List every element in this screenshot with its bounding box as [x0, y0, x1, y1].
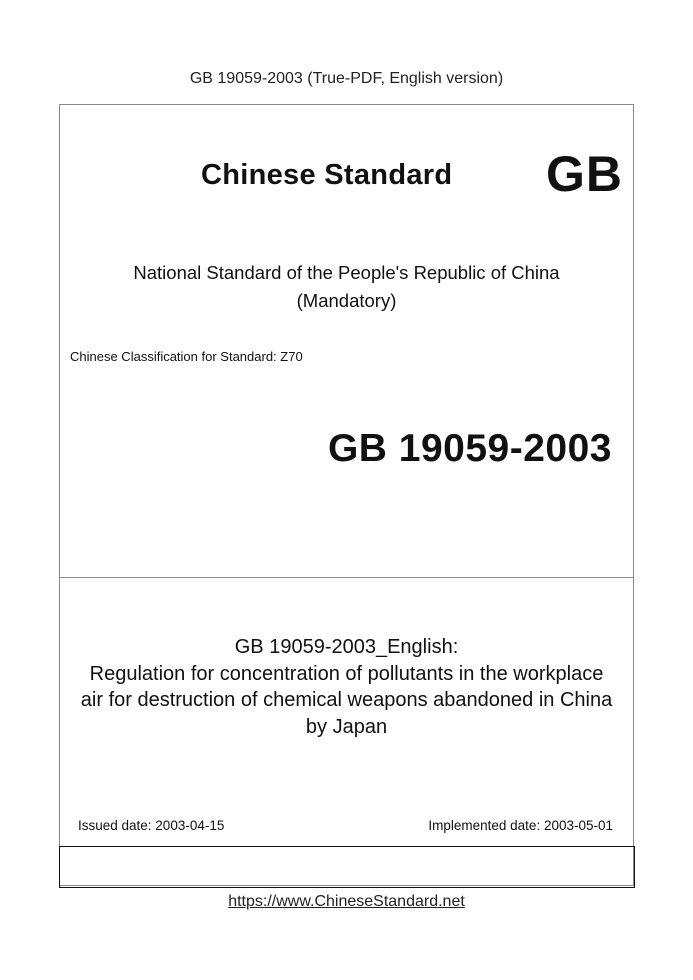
- mandatory-line: (Mandatory): [296, 290, 397, 311]
- chinese-standard-heading: Chinese Standard: [201, 159, 453, 191]
- implemented-date: Implemented date: 2003-05-01: [428, 818, 613, 833]
- cover-top-section: [60, 105, 633, 578]
- page-header: GB 19059-2003 (True-PDF, English version): [189, 70, 504, 87]
- document-title: [60, 634, 633, 740]
- document-title-line: air for destruction of chemical weapons abandoned in China: [80, 689, 613, 711]
- document-title-line: Regulation for concentration of pollutants in the workplace: [89, 662, 604, 685]
- document-title-line: by Japan: [305, 715, 388, 738]
- cover-frame: [59, 104, 634, 886]
- national-standard-label: [60, 259, 633, 315]
- national-standard-line: National Standard of the People's Republic of China: [133, 262, 560, 283]
- classification-label: Chinese Classification for Standard: Z70: [70, 349, 303, 364]
- document-title-line: GB 19059-2003_English:: [234, 636, 459, 658]
- issued-date: Issued date: 2003-04-15: [78, 818, 225, 833]
- site-link[interactable]: https://www.ChineseStandard.net: [228, 893, 465, 910]
- footer-box: [59, 846, 635, 888]
- site-link-container: [0, 893, 693, 911]
- gb-mark: GB: [546, 146, 623, 202]
- cover-bottom-section: [60, 578, 633, 844]
- standard-number: GB 19059-2003: [327, 427, 612, 470]
- title-row: [60, 145, 633, 215]
